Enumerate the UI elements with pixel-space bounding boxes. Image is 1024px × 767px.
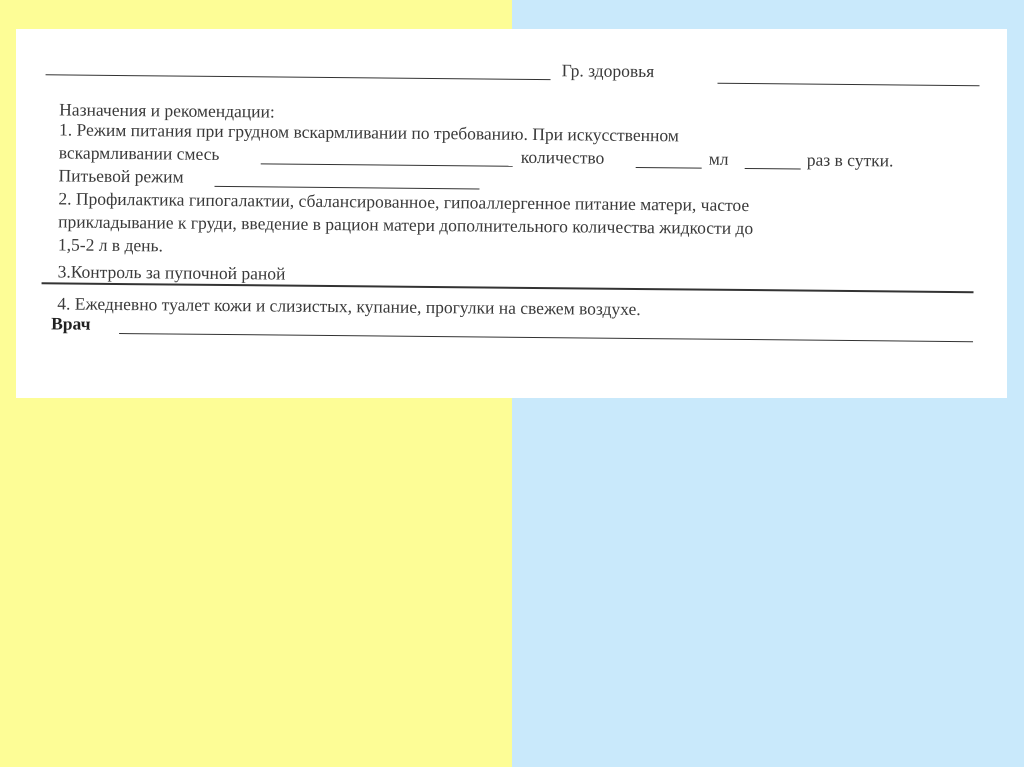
form-title: Назначения и рекомендации: bbox=[59, 99, 275, 122]
doctor-label: Врач bbox=[51, 313, 91, 334]
times-per-day-label: раз в сутки. bbox=[806, 149, 894, 171]
formula-blank-line bbox=[261, 163, 513, 166]
section-divider-line bbox=[42, 282, 974, 293]
drinking-regime-blank-line bbox=[214, 186, 479, 190]
item2-line3: 1,5-2 л в день. bbox=[57, 234, 163, 256]
health-group-label: Гр. здоровья bbox=[561, 60, 655, 82]
scanned-form bbox=[16, 29, 1007, 398]
doctor-signature-line bbox=[119, 333, 973, 342]
name-blank-line bbox=[46, 74, 551, 80]
formula-label: вскармливании смесь bbox=[58, 142, 220, 164]
item2-line2: прикладывание к груди, введение в рацион матери дополнительного количества жидкости до bbox=[58, 211, 754, 239]
item3-text: 3.Контроль за пупочной раной bbox=[58, 261, 292, 283]
times-blank-line bbox=[745, 168, 801, 170]
item1-line1: 1. Режим питания при грудном вскармливании по требованию. При искусственном bbox=[58, 119, 679, 146]
form-card bbox=[16, 29, 1007, 398]
item2-line1: 2. Профилактика гипогалактии, сбалансированное, гипоаллергенное питание матери, частое bbox=[58, 188, 750, 216]
item4-text: 4. Ежедневно туалет кожи и слизистых, купание, прогулки на свежем воздухе. bbox=[57, 293, 641, 320]
ml-label: мл bbox=[708, 148, 729, 169]
quantity-label: количество bbox=[520, 146, 605, 168]
quantity-blank-line bbox=[636, 167, 702, 169]
drinking-regime-label: Питьевой режим bbox=[58, 165, 184, 187]
health-group-blank-line bbox=[718, 83, 980, 87]
